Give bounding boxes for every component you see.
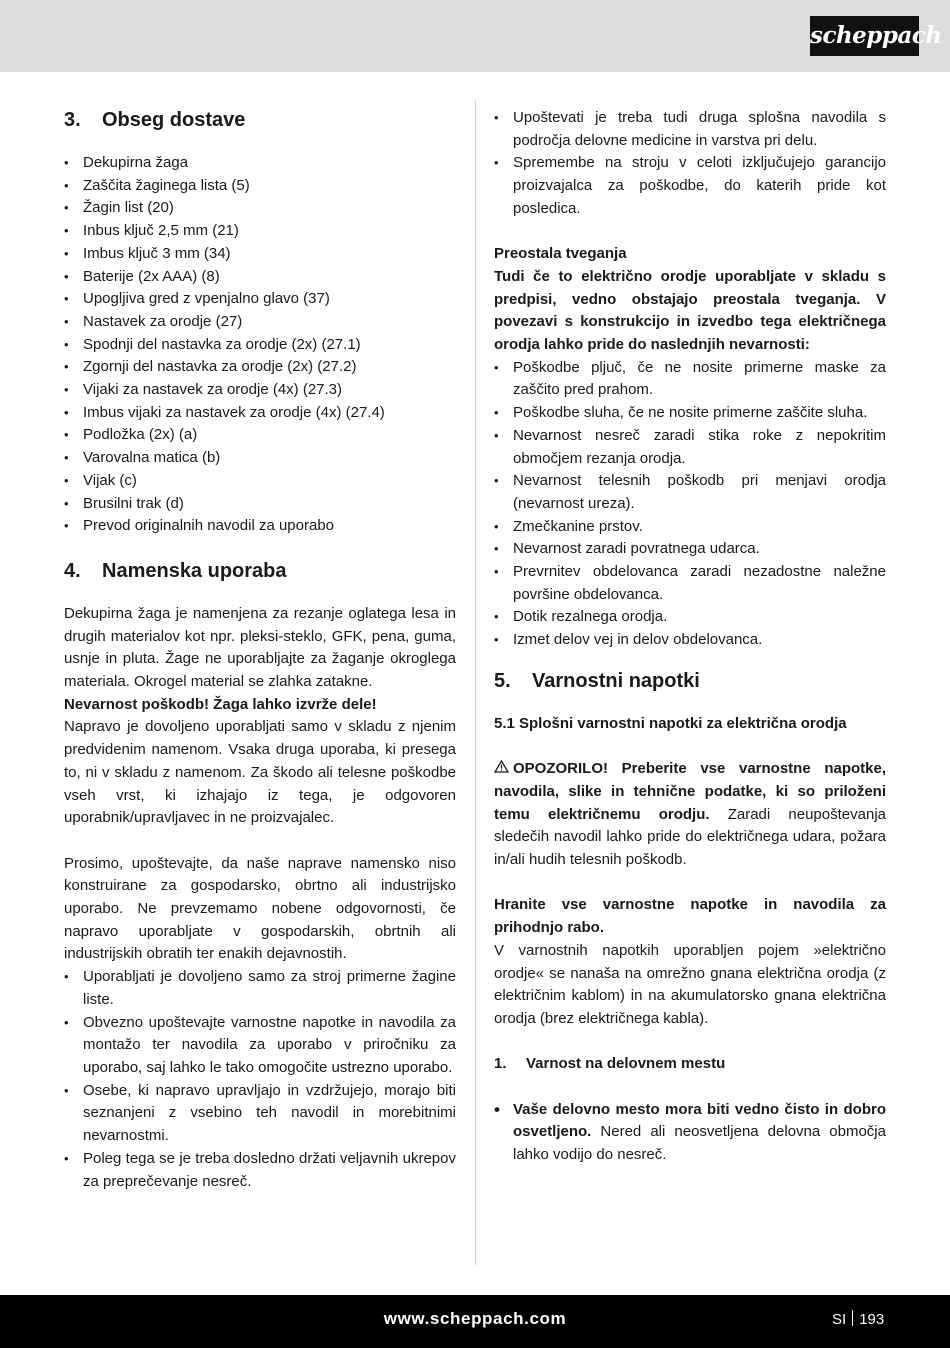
section-number: 4. — [64, 559, 81, 582]
list-item: • Upoštevati je treba tudi druga splošna navodila s področja delovne medicine in varstva pri delu. — [494, 107, 886, 152]
subsection-5-1-title: 5.1 Splošni varnostni napotki za električna orodja — [494, 714, 847, 732]
header-bar — [0, 0, 950, 72]
footer-url[interactable]: www.scheppach.com — [383, 1309, 567, 1328]
language-code: SI — [832, 1311, 847, 1328]
list-item: • Dotik rezalnega orodja. — [494, 606, 886, 629]
list-item: • Upogljiva gred z vpenjalno glavo (37) — [64, 288, 456, 311]
section-number: 5. — [494, 669, 511, 692]
list-item: • Poleg tega se je treba dosledno držati veljavnih ukrepov za preprečevanje nesreč. — [64, 1148, 456, 1193]
warning-bold-text: OPOZORILO! Preberite vse varnostne napotke, navodila, slike in tehnične podatke, ki so priloženi temu električnemu orodju. — [494, 760, 886, 823]
list-item: • Uporabljati je dovoljeno samo za stroj primerne žagine liste. — [64, 966, 456, 1011]
item-title: Varnost na delovnem mestu — [526, 1055, 726, 1073]
footer-bar — [0, 1295, 950, 1348]
list-item: • Prevod originalnih navodil za uporabo — [64, 515, 456, 538]
workplace-list — [494, 1099, 886, 1167]
list-item: • Spodnji del nastavka za orodje (2x) (27.1) — [64, 334, 456, 357]
list-item: • Nevarnost zaradi povratnega udarca. — [494, 538, 886, 561]
keep-instructions-heading: Hranite vse varnostne napotke in navodila za prihodnjo rabo. — [494, 896, 886, 937]
section-title: Varnostni napotki — [532, 669, 700, 692]
page-indicator — [832, 1310, 884, 1328]
section-title: Namenska uporaba — [102, 559, 287, 582]
risks-list — [494, 357, 886, 652]
item-number: 1. — [494, 1055, 507, 1073]
list-item: • Poškodbe pljuč, če ne nosite primerne maske za zaščito pred prahom. — [494, 357, 886, 402]
list-item: • Imbus ključ 3 mm (34) — [64, 243, 456, 266]
list-item: • Dekupirna žaga — [64, 152, 456, 175]
list-item: • Vijaki za nastavek za orodje (4x) (27.3) — [64, 379, 456, 402]
warning-paragraph — [494, 758, 886, 872]
list-item: • Nastavek za orodje (27) — [64, 311, 456, 334]
column-divider — [475, 100, 476, 1265]
warning-text: Zaradi neupoštevanja sledečih navodil lahko pride do električnega udara, požara in/ali hudih telesnih poškodb. — [494, 805, 886, 869]
general-rules-list — [494, 107, 886, 221]
list-item: • Spremembe na stroju v celoti izključujejo garancijo proizvajalca za poškodbe, do katerih pride kot posledica. — [494, 152, 886, 220]
list-item: • Osebe, ki napravo upravljajo in vzdržujejo, morajo biti seznanjeni z vsebino teh navodil in morebitnimi nevarnostmi. — [64, 1080, 456, 1148]
list-item-bold: Vaše delovno mesto mora biti vedno čisto in dobro osvetljeno. — [513, 1100, 886, 1141]
delivery-list — [64, 152, 456, 538]
scheppach-logo: scheppach — [810, 16, 919, 56]
section-3-heading — [64, 107, 456, 133]
residual-risks-intro: Tudi če to električno orodje uporabljate v skladu s predpisi, vedno obstajajo preostala tveganja. V povezavi s konstrukcijo in izvedbo tega električnega orodja lahko pride do naslednjih nevarnosti: — [494, 267, 886, 354]
list-item: • Nevarnost telesnih poškodb pri menjavi orodja (nevarnost ureza). — [494, 470, 886, 515]
list-item: • Vijak (c) — [64, 470, 456, 493]
warning-triangle-icon — [494, 758, 509, 781]
section-title: Obseg dostave — [102, 109, 246, 131]
list-item: • Poškodbe sluha, če ne nosite primerne zaščite sluha. — [494, 402, 886, 425]
left-column — [64, 107, 456, 1193]
list-item: • Brusilni trak (d) — [64, 493, 456, 516]
list-item: • Nevarnost nesreč zaradi stika roke z nepokritim območjem rezanja orodja. — [494, 425, 886, 470]
list-item: • Prevrnitev obdelovanca zaradi nezadostne naležne površine obdelovanca. — [494, 561, 886, 606]
list-item: • Obvezno upoštevajte varnostne napotke in navodila za montažo ter navodila za uporabo v priročniku za uporabo, saj lahko le tako omogočite ustrezno uporabo. — [64, 1012, 456, 1080]
list-item: • Žagin list (20) — [64, 197, 456, 220]
list-item: • Baterije (2x AAA) (8) — [64, 266, 456, 289]
list-item: • Zgornji del nastavka za orodje (2x) (27.2) — [64, 356, 456, 379]
power-tool-definition: V varnostnih napotkih uporabljen pojem »električno orodje« se nanaša na omrežno gnana električna orodja (z električnim kablom) in na akumulatorsko gnana električna orodja (brez električnega kabla). — [494, 941, 886, 1027]
page-number: 193 — [859, 1311, 885, 1328]
list-item — [494, 1099, 886, 1167]
right-column — [494, 107, 886, 1167]
list-item: • Imbus vijaki za nastavek za orodje (4x) (27.4) — [64, 402, 456, 425]
residual-risks-title: Preostala tveganja — [494, 245, 627, 263]
intended-use-paragraph: Dekupirna žaga je namenjena za rezanje oglatega lesa in drugih materialov kot npr. pleksi-steklo, GFK, pena, guma, usnje in pluta. Žage ne uporabljajte za žaganje okroglega materiala. Okrogel material se zlahka zatakne. — [64, 604, 456, 691]
list-item: • Zmečkanine prstov. — [494, 516, 886, 539]
section-5-heading — [494, 668, 886, 694]
section-4-heading — [64, 558, 456, 584]
liability-paragraph: Napravo je dovoljeno uporabljati samo v skladu z njenim predvidenim namenom. Vsaka druga uporaba, ki presega to, ni v skladu z namenom. Za škodo ali telesne poškodbe vseh vrst, ki izhajajo iz tega, je odgovoren uporabnik/upravljavec in ne proizvajalec. — [64, 718, 456, 827]
list-item: • Zaščita žaginega lista (5) — [64, 175, 456, 198]
list-item: • Varovalna matica (b) — [64, 447, 456, 470]
injury-warning: Nevarnost poškodb! Žaga lahko izvrže dele! — [64, 695, 377, 713]
workplace-safety-heading — [494, 1053, 886, 1076]
list-item: • Podložka (2x) (a) — [64, 424, 456, 447]
usage-rules-list — [64, 966, 456, 1193]
list-item: • Inbus ključ 2,5 mm (21) — [64, 220, 456, 243]
section-number: 3. — [64, 109, 81, 131]
list-item-text: Nered ali neosvetljena delovna območja lahko vodijo do nesreč. — [513, 1123, 886, 1164]
commercial-use-paragraph: Prosimo, upoštevajte, da naše naprave namensko niso konstruirane za gospodarsko, obrtno ali industrijsko uporabo. Ne prevzemamo nobene odgovornosti, če napravo uporabljate v gospodarskih, obrtnih ali industrijskih obratih ter enakih dejavnostih. — [64, 854, 456, 963]
list-item: • Izmet delov vej in delov obdelovanca. — [494, 629, 886, 652]
